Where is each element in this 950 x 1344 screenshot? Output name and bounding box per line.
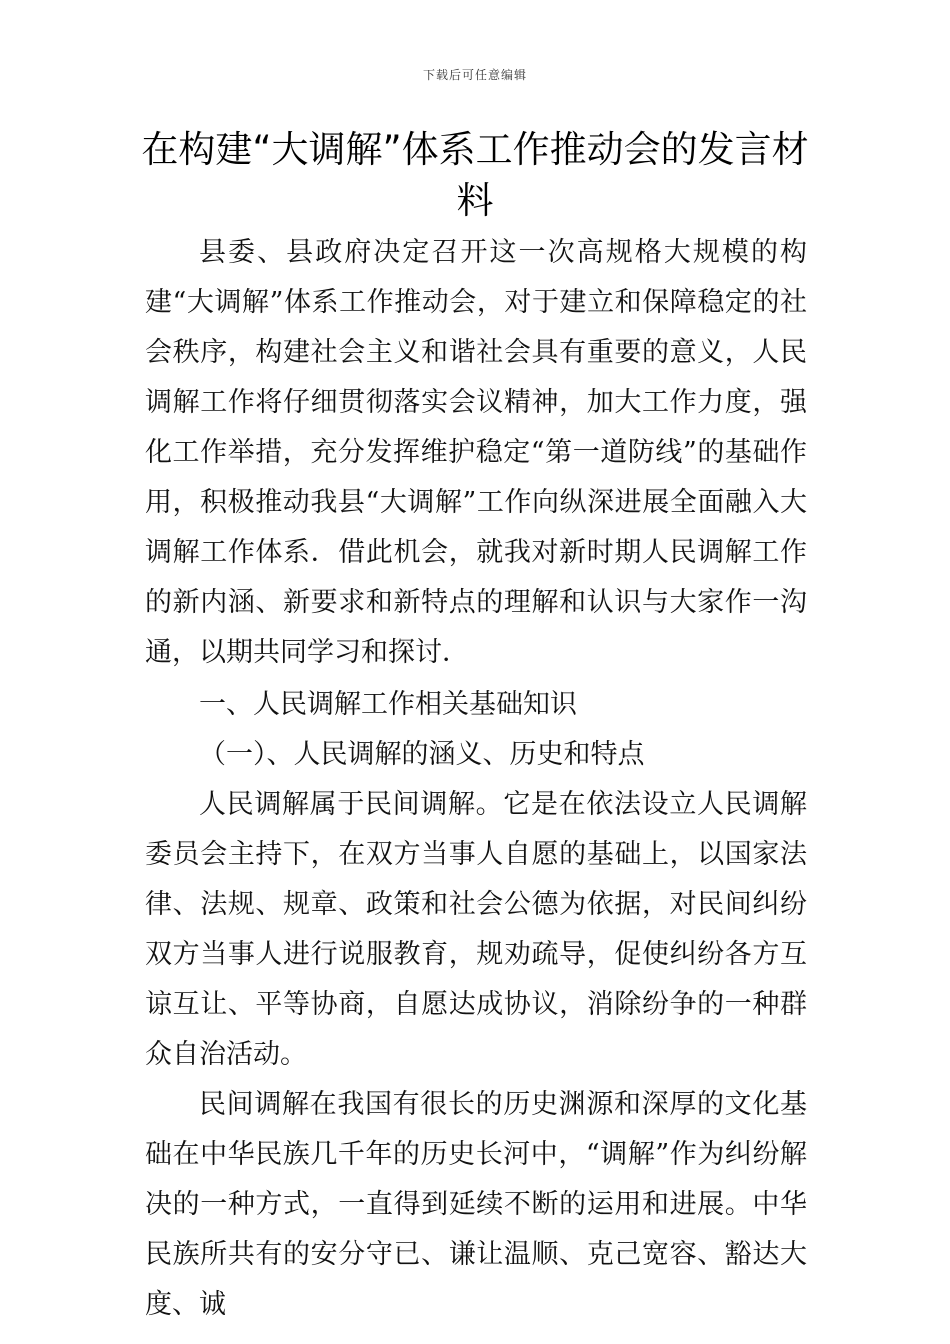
document-body bbox=[145, 228, 807, 1330]
intro-paragraph: 县委、县政府决定召开这一次高规格大规模的构建“大调解”体系工作推动会，对于建立和保障稳定的社会秩序，构建社会主义和谐社会具有重要的意义，人民调解工作将仔细贯彻落实会议精神，加大工作力度，强化工作举措，充分发挥维护稳定“第一道防线”的基础作用，积极推动我县“大调解”工作向纵深进展全面融入大调解工作体系．借此机会，就我对新时期人民调解工作的新内涵、新要求和新特点的理解和认识与大家作一沟通，以期共同学习和探讨． bbox=[145, 237, 807, 668]
section-heading-1: 一、人民调解工作相关基础知识 bbox=[199, 689, 577, 720]
history-paragraph: 民间调解在我国有很长的历史渊源和深厚的文化基础在中华民族几千年的历史长河中，“调解”作为纠纷解决的一种方式，一直得到延续不断的运用和进展。中华民族所共有的安分守已、谦让温顺、克己宽容、豁达大度、诚 bbox=[145, 1089, 807, 1320]
subsection-heading-1: （一）、人民调解的涵义、历史和特点 bbox=[199, 739, 645, 770]
definition-paragraph: 人民调解属于民间调解。它是在依法设立人民调解委员会主持下，在双方当事人自愿的基础上，以国家法律、法规、规章、政策和社会公德为依据，对民间纠纷双方当事人进行说服教育，规劝疏导，促使纠纷各方互谅互让、平等协商，自愿达成协议，消除纷争的一种群众自治活动。 bbox=[145, 789, 807, 1070]
header-note: 下载后可任意编辑 bbox=[422, 68, 527, 82]
document-title: 在构建“大调解”体系工作推动会的发言材料 bbox=[141, 128, 809, 222]
